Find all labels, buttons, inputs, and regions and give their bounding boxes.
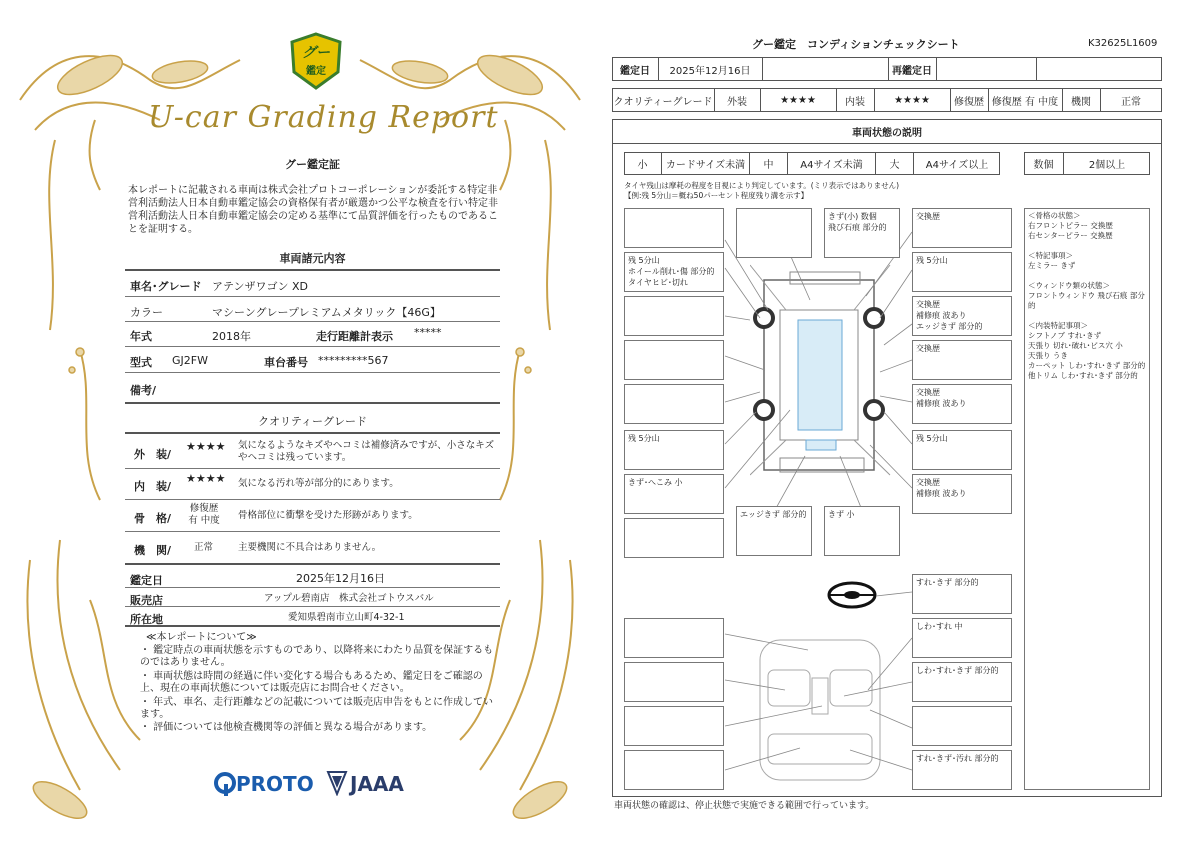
script-title: U-car Grading Report [148, 100, 499, 135]
sheet-footer: 車両状態の確認は、停止状態で実施できる範囲で行っています。 [614, 801, 875, 811]
mileage-label: 走行距離計表示 [316, 330, 393, 343]
note-line: ＜内装特記事項＞ [1028, 321, 1088, 330]
notes-list [1028, 211, 1148, 381]
condition-box: 交換歴 補修痕 波あり エッジきず 部分的 [912, 296, 1012, 336]
note-line: 天張り 切れ･破れ･ビス穴 小 [1028, 341, 1123, 350]
repair-label: 修復歴 [954, 96, 984, 108]
note-line: ＜骨格の状態＞ [1028, 211, 1081, 220]
color-value: マシーングレープレミアムメタリック【46G】 [212, 306, 441, 319]
condition-box: 残 5分山 [912, 252, 1012, 292]
intro-text: 本レポートに記載される車両は株式会社プロトコーポレーションが委託する特定非営利活動法人日本自動車鑑定協会の資格保有者が厳選かつ公平な検査を行い特定非営利活動法人日本自動車鑑定協会の定める基準にて品質評価を行ったものであることを証明する。 [128, 185, 498, 235]
mileage-value: ***** [414, 326, 442, 339]
count-desc: 2個以上 [1088, 160, 1126, 171]
note-line: 左ミラー きず [1028, 261, 1076, 270]
about-item: ・ 年式、車名、走行距離などの記載については販売店申告をもとに作成しています。 [140, 697, 493, 720]
note-line: フロントウィンドウ 飛び石痕 部分的 [1028, 291, 1145, 310]
condition-check-sheet [600, 0, 1200, 848]
date-label: 鑑定日 [620, 65, 650, 77]
condition-box: 残 5分山 [624, 430, 724, 470]
tire-note-example: 【例:残 5分山＝概ね50パーセント程度残り溝を示す】 [624, 191, 809, 200]
badge-top-text: グー [302, 45, 330, 61]
condition-box: 残 5分山 [912, 430, 1012, 470]
about-item: ・ 評価については他検査機関等の評価と異なる場合があります。 [140, 722, 433, 733]
engine-text: 主要機関に不具合はありません。 [238, 542, 382, 553]
year-value: 2018年 [212, 330, 251, 343]
date-value: 2025年12月16日 [296, 572, 385, 585]
interior-box [624, 750, 724, 790]
model-label: 型式 [130, 356, 152, 369]
size-large-desc: A4サイズ以上 [925, 160, 989, 171]
condition-box: 交換歴 補修痕 波あり [912, 384, 1012, 424]
note-line: 右フロントピラー 交換歴 [1028, 221, 1113, 230]
size-mid-desc: A4サイズ未満 [788, 152, 876, 175]
condition-box: きず･へこみ 小 [624, 474, 724, 514]
sheet-title: グー鑑定 コンディションチェックシート [752, 38, 960, 51]
condition-box [624, 296, 724, 336]
condition-box: エッジきず 部分的 [736, 506, 812, 556]
condition-box [624, 340, 724, 380]
car-name-value: アテンザワゴン XD [212, 280, 308, 293]
shop-label: 販売店 [130, 594, 163, 607]
interior-label: 内 装/ [134, 480, 172, 493]
sheet-code: K32625L1609 [1088, 38, 1158, 49]
condition-box: 残 5分山 ホイール削れ･傷 部分的 タイヤヒビ･切れ [624, 252, 724, 292]
car-name-label: 車名･グレード [130, 280, 202, 293]
condition-box: きず(小) 数個 飛び石痕 部分的 [824, 208, 900, 258]
exterior-label: 外 装/ [134, 448, 172, 461]
exterior-stars: ★★★★ [186, 440, 226, 453]
about-item: ・ 車両状態は時間の経過に伴い変化する場合もあるため、鑑定日をご確認の上、現在の車両状態については販売店にお問合せください。 [140, 671, 483, 694]
interior-stars: ★★★★ [894, 94, 930, 106]
proto-logo-text: PROTO [236, 772, 314, 796]
engine-value: 正常 [194, 542, 214, 553]
frame-label: 骨 格/ [134, 512, 172, 525]
repair-value: 修復歴 有 中度 [991, 96, 1059, 108]
date-value: 2025年12月16日 [669, 65, 751, 77]
notes-label: 備考/ [130, 384, 157, 397]
interior-box [624, 662, 724, 702]
date-label: 鑑定日 [130, 574, 163, 587]
engine-value: 正常 [1121, 96, 1141, 108]
note-line: 天張り うき [1028, 351, 1068, 360]
size-mid: 中 [750, 152, 788, 175]
engine-label: 機関 [1071, 96, 1091, 108]
interior-box [624, 706, 724, 746]
note-line: カーペット しわ･すれ･きず 部分的 [1028, 361, 1146, 370]
address-value: 愛知県碧南市立山町4-32-1 [288, 612, 405, 623]
condition-box [624, 384, 724, 424]
interior-box: すれ･きず･汚れ 部分的 [912, 750, 1012, 790]
size-large: 大 [876, 152, 914, 175]
condition-box [624, 518, 724, 558]
count-label: 数個 [1024, 152, 1064, 175]
address-label: 所在地 [130, 613, 163, 626]
size-small: 小 [624, 152, 662, 175]
notes-panel [1024, 208, 1150, 790]
condition-box [736, 208, 812, 258]
note-line: シフトノブ すれ･きず [1028, 331, 1102, 340]
badge-bottom-text: 鑑定 [306, 66, 326, 77]
about-item: ・ 鑑定時点の車両状態を示すものであり、以降将来にわたり品質を保証するものではありません。 [140, 645, 494, 668]
interior-box: しわ･すれ･きず 部分的 [912, 662, 1012, 702]
condition-box [624, 208, 724, 248]
note-line: ＜ウィンドウ類の状態＞ [1028, 281, 1111, 290]
condition-box: きず 小 [824, 506, 900, 556]
condition-heading: 車両状態の説明 [852, 128, 922, 139]
jaaa-logo-icon [326, 770, 348, 796]
certificate-subtitle: グー鑑定証 [285, 158, 340, 171]
color-label: カラー [130, 306, 163, 319]
tire-note: タイヤ残山は摩耗の程度を目視により判定しています。(ミリ表示ではありません) [624, 181, 900, 190]
exterior-text: 気になるようなキズやヘコミは補修済みですが、小さなキズやヘコミは残っています。 [238, 440, 495, 463]
chassis-label: 車台番号 [264, 356, 308, 369]
interior-box [912, 706, 1012, 746]
interior-box [624, 618, 724, 658]
note-line: 他トリム しわ･すれ･きず 部分的 [1028, 371, 1138, 380]
proto-logo-icon [214, 772, 236, 796]
year-label: 年式 [130, 330, 152, 343]
interior-box: しわ･すれ 中 [912, 618, 1012, 658]
note-line: ＜特記事項＞ [1028, 251, 1073, 260]
interior-box: すれ･きず 部分的 [912, 574, 1012, 614]
chassis-value: *********567 [318, 354, 389, 367]
interior-label: 内装 [845, 96, 865, 108]
jaaa-logo-text: JAAA [350, 772, 404, 796]
note-line: 右センターピラー 交換歴 [1028, 231, 1113, 240]
interior-stars: ★★★★ [186, 472, 226, 485]
quality-label: クオリティーグレード [613, 96, 713, 108]
size-small-desc: カードサイズ未満 [662, 152, 750, 175]
specs-heading: 車両諸元内容 [279, 252, 346, 265]
interior-text: 気になる汚れ等が部分的にあります。 [238, 478, 399, 489]
condition-box: 交換歴 [912, 208, 1012, 248]
reinspect-label: 再鑑定日 [892, 65, 932, 77]
frame-text: 骨格部位に衝撃を受けた形跡があります。 [238, 510, 418, 521]
condition-box: 交換歴 [912, 340, 1012, 380]
quality-heading: クオリティーグレード [258, 415, 367, 428]
engine-label: 機 関/ [134, 544, 172, 557]
goo-appraisal-badge-icon [288, 32, 344, 90]
about-heading: ≪本レポートについて≫ [146, 632, 257, 643]
exterior-stars: ★★★★ [780, 94, 816, 106]
condition-box: 交換歴 補修痕 波あり [912, 474, 1012, 514]
exterior-label: 外装 [727, 96, 747, 108]
shop-value: アップル碧南店 株式会社ゴトウスバル [264, 593, 434, 604]
model-value: GJ2FW [172, 354, 208, 367]
frame-value: 修復歴 有 中度 [188, 503, 220, 526]
